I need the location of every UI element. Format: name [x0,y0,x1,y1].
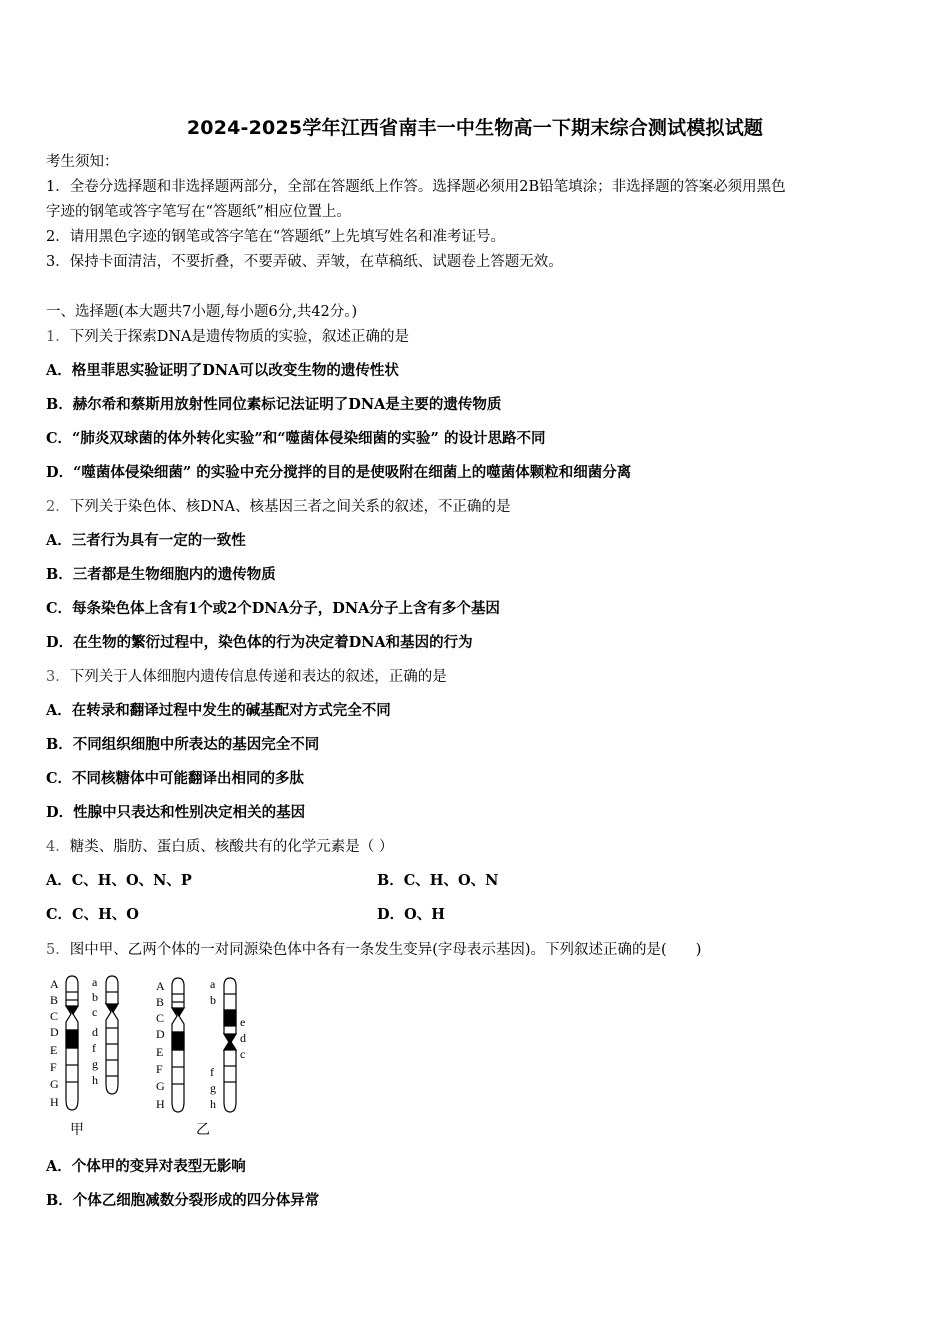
jia-left-gene: E [50,1043,58,1057]
q2-option-d: D．在生物的繁衍过程中，染色体的行为决定着DNA和基因的行为 [46,634,473,651]
yi-left-gene: G [156,1079,165,1093]
jia-right-gene: a [92,975,98,989]
yi-right-gene: g [210,1081,216,1095]
notice-line-4: 3．保持卡面清洁，不要折叠，不要弄破、弄皱，在草稿纸、试题卷上答题无效。 [46,254,563,270]
q2-option-b: B．三者都是生物细胞内的遗传物质 [46,566,276,583]
jia-right-gene: f [92,1041,96,1055]
yi-right-gene: c [240,1047,246,1061]
q5-option-a: A．个体甲的变异对表型无影响 [46,1158,246,1175]
q5-option-b: B．个体乙细胞减数分裂形成的四分体异常 [46,1192,320,1209]
q1-option-b: B．赫尔希和蔡斯用放射性同位素标记法证明了DNA是主要的遗传物质 [46,396,502,413]
question-2 [46,497,511,517]
q1-option-a: A．格里菲思实验证明了DNA可以改变生物的遗传性状 [46,362,399,379]
jia-left-gene: G [50,1077,59,1091]
q1-option-d: D．“噬菌体侵染细菌” 的实验中充分搅拌的目的是使吸附在细菌上的噬菌体颗粒和细菌分离 [46,464,632,481]
page-title: 2024-2025学年江西省南丰一中生物高一下期末综合测试模拟试题 [186,117,764,139]
jia-right-gene: h [92,1073,98,1087]
question-4 [46,837,393,857]
question-number: 1． [46,329,70,345]
yi-right-gene: a [210,977,216,991]
question-stem: 图中甲、乙两个体的一对同源染色体中各有一条发生变异(字母表示基因)。下列叙述正确的是( ) [69,942,702,958]
q3-option-c: C．不同核糖体中可能翻译出相同的多肽 [46,770,305,787]
q2-option-a: A．三者行为具有一定的一致性 [46,532,246,549]
jia-chromosome-variant [106,976,118,1094]
yi-right-gene: b [210,993,216,1007]
q4-option-c: C．C、H、O [46,906,139,923]
yi-chromosome-variant [224,978,236,1112]
jia-right-gene: c [92,1005,98,1019]
jia-right-gene: g [92,1057,98,1071]
jia-left-gene: C [50,1009,59,1023]
notice-heading: 考生须知： [46,154,119,170]
q2-option-c: C．每条染色体上含有1个或2个DNA分子，DNA分子上含有多个基因 [46,600,500,617]
chromosome-figure [46,972,246,1142]
yi-left-gene: A [156,979,165,993]
jia-left-gene: H [50,1095,59,1109]
yi-left-gene: H [156,1097,165,1111]
yi-right-gene: h [210,1097,216,1111]
jia-right-gene: b [92,990,98,1004]
question-number: 4． [46,839,70,855]
question-number: 2． [46,499,70,515]
yi-left-gene: C [156,1011,165,1025]
notice-line-3: 2．请用黑色字迹的钢笔或答字笔在“答题纸”上先填写姓名和准考证号。 [46,229,506,245]
jia-left-gene: A [50,977,59,991]
question-stem: 下列关于探索DNA是遗传物质的实验，叙述正确的是 [69,329,410,345]
question-3 [46,667,447,687]
q4-option-a: A．C、H、O、N、P [46,872,192,889]
yi-right-gene: e [240,1015,246,1029]
yi-label: 乙 [196,1122,210,1138]
yi-left-gene: F [156,1062,163,1076]
question-1 [46,327,409,347]
question-number: 5． [46,942,70,958]
jia-right-gene: d [92,1025,98,1039]
q4-option-d: D．O、H [377,906,445,923]
q3-option-a: A．在转录和翻译过程中发生的碱基配对方式完全不同 [46,702,391,719]
question-number: 3． [46,669,70,685]
question-5 [46,940,701,960]
question-stem: 下列关于人体细胞内遗传信息传递和表达的叙述，正确的是 [69,669,447,685]
yi-left-gene: B [156,995,165,1009]
jia-left-gene: F [50,1060,57,1074]
q1-option-c: C．“肺炎双球菌的体外转化实验”和“噬菌体侵染细菌的实验” 的设计思路不同 [46,430,546,447]
jia-label: 甲 [70,1122,84,1138]
yi-chromosome-normal [172,978,184,1112]
q3-option-d: D．性腺中只表达和性别决定相关的基因 [46,804,306,821]
yi-left-gene: D [156,1027,165,1041]
q4-option-b: B．C、H、O、N [377,872,499,889]
jia-left-gene: D [50,1025,59,1039]
section-heading: 一、选择题(本大题共7小题,每小题6分,共42分。) [46,304,358,320]
yi-right-gene: f [210,1065,214,1079]
yi-left-gene: E [156,1045,164,1059]
yi-right-gene: d [240,1031,246,1045]
notice-line-1: 1．全卷分选择题和非选择题两部分，全部在答题纸上作答。选择题必须用2B铅笔填涂；非选择题的答案必须用黑色 [46,179,786,195]
jia-chromosome-normal [66,976,78,1110]
jia-left-gene: B [50,993,59,1007]
question-stem: 下列关于染色体、核DNA、核基因三者之间关系的叙述，不正确的是 [69,499,511,515]
notice-line-2: 字迹的钢笔或答字笔写在“答题纸”相应位置上。 [46,204,351,220]
question-stem: 糖类、脂肪、蛋白质、核酸共有的化学元素是（ ） [69,839,394,855]
q3-option-b: B．不同组织细胞中所表达的基因完全不同 [46,736,320,753]
